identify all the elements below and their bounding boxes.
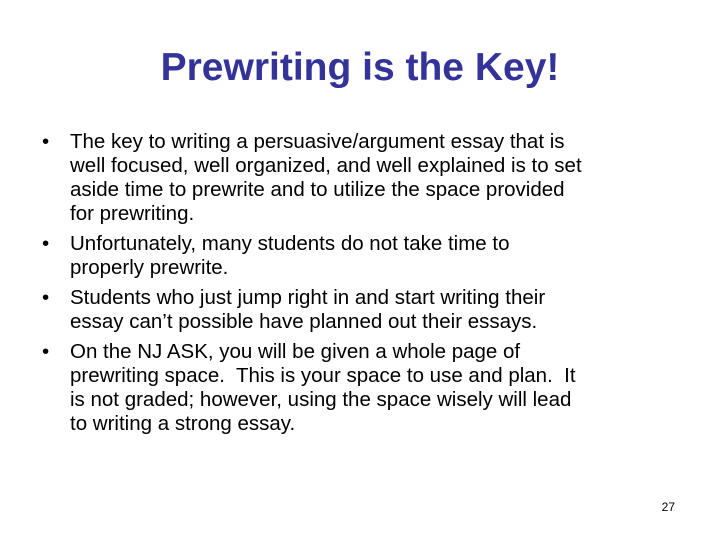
bullet-text-line: Students who just jump right in and start writing their <box>70 286 546 309</box>
bullet-text-line: for prewriting. <box>70 202 195 225</box>
bullet-text-line: On the NJ ASK, you will be given a whole page of <box>70 340 521 363</box>
bullet-item <box>42 232 682 280</box>
bullet-text-line: to writing a strong essay. <box>70 412 296 435</box>
bullet-text-line: The key to writing a persuasive/argument essay that is <box>70 130 565 153</box>
bullet-text-line: is not graded; however, using the space wisely will lead <box>70 388 572 411</box>
slide-page-number: 27 <box>661 500 675 514</box>
bullet-item <box>42 286 682 334</box>
bullet-text-line: well focused, well organized, and well explained is to set <box>70 154 582 177</box>
bullet-marker: • <box>42 232 50 255</box>
bullet-text-line: essay can’t possible have planned out their essays. <box>70 310 538 333</box>
bullet-marker: • <box>42 130 50 153</box>
bullet-text-line: properly prewrite. <box>70 256 229 279</box>
bullet-item <box>42 340 682 436</box>
bullet-marker: • <box>42 286 50 309</box>
bullet-list <box>42 130 682 442</box>
bullet-text-line: aside time to prewrite and to utilize the space provided <box>70 178 565 201</box>
bullet-marker: • <box>42 340 50 363</box>
bullet-text-line: prewriting space. This is your space to use and plan. It <box>70 364 576 387</box>
bullet-text-line: Unfortunately, many students do not take time to <box>70 232 510 255</box>
bullet-item <box>42 130 682 226</box>
slide-title: Prewriting is the Key! <box>160 46 560 89</box>
